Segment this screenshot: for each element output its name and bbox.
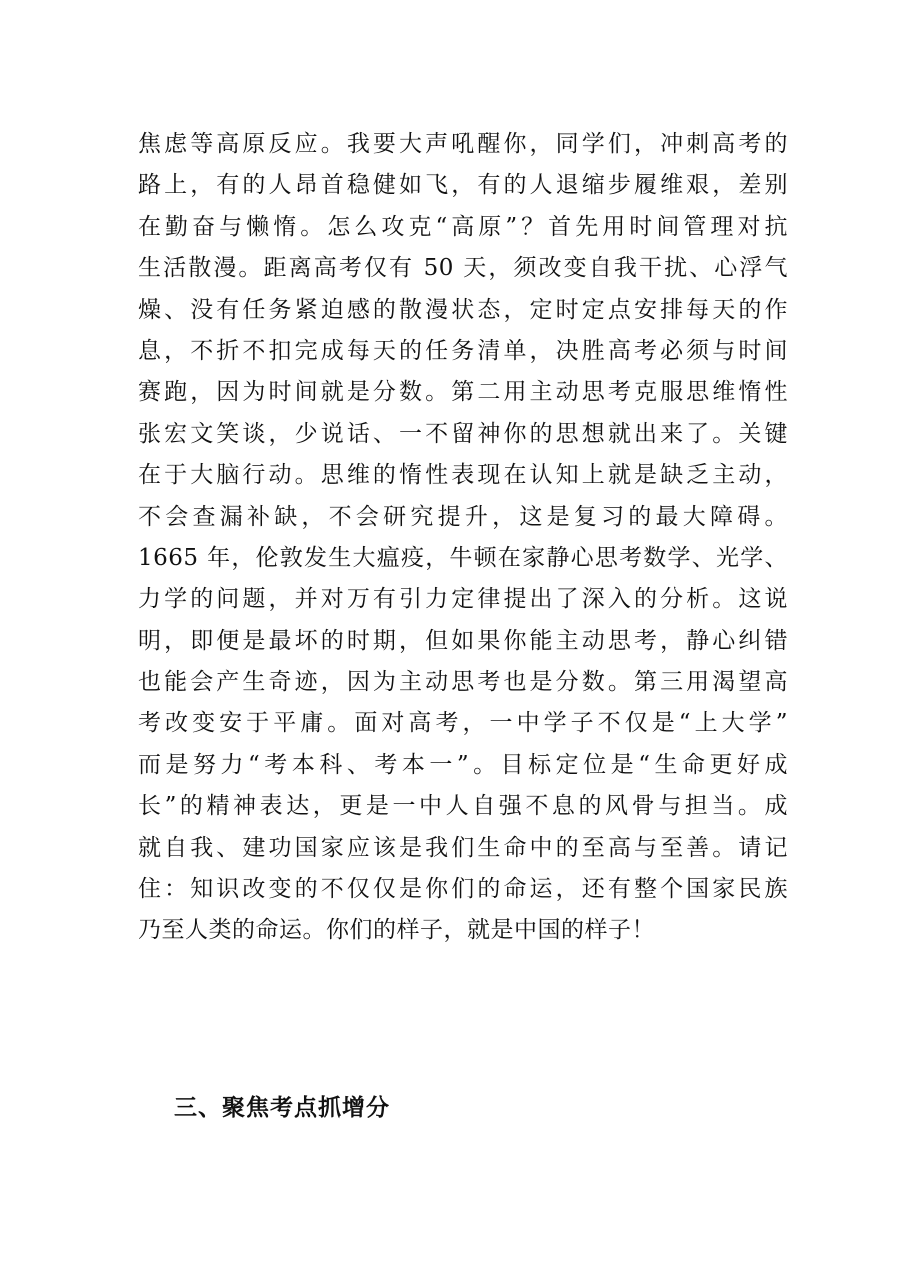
paragraph-line: 燥、没有任务紧迫感的散漫状态，定时定点安排每天的作 bbox=[138, 296, 788, 323]
paragraph-line: 在于大脑行动。思维的惰性表现在认知上就是缺乏主动， bbox=[138, 462, 788, 489]
paragraph-line: 赛跑，因为时间就是分数。第二用主动思考克服思维惰性 bbox=[138, 379, 788, 406]
paragraph-line: 也能会产生奇迹，因为主动思考也是分数。第三用渴望高 bbox=[138, 669, 788, 696]
paragraph-line: 1665 年，伦敦发生大瘟疫，牛顿在家静心思考数学、光学、 bbox=[138, 544, 788, 571]
paragraph-line: 不会查漏补缺，不会研究提升，这是复习的最大障碍。 bbox=[138, 503, 788, 530]
paragraph-line: 张宏文笑谈，少说话、一不留神你的思想就出来了。关键 bbox=[138, 420, 788, 447]
paragraph-line: 考改变安于平庸。面对高考，一中学子不仅是“上大学” bbox=[138, 710, 788, 737]
paragraph-line: 明，即便是最坏的时期，但如果你能主动思考，静心纠错 bbox=[138, 627, 788, 654]
paragraph-line: 就自我、建功国家应该是我们生命中的至高与至善。请记 bbox=[138, 834, 788, 861]
paragraph-line: 生活散漫。距离高考仅有 50 天，须改变自我干扰、心浮气 bbox=[138, 255, 788, 282]
paragraph-line: 乃至人类的命运。你们的样子，就是中国的样子！ bbox=[138, 917, 655, 944]
paragraph-line: 息，不折不扣完成每天的任务清单，决胜高考必须与时间 bbox=[138, 337, 788, 364]
body-paragraph bbox=[138, 124, 788, 952]
paragraph-line: 路上，有的人昂首稳健如飞，有的人退缩步履维艰，差别 bbox=[138, 172, 788, 199]
section-heading: 三、聚焦考点抓增分 bbox=[174, 1094, 390, 1121]
paragraph-line: 焦虑等高原反应。我要大声吼醒你，同学们，冲刺高考的 bbox=[138, 131, 788, 157]
paragraph-line: 在勤奋与懒惰。怎么攻克“高原”？首先用时间管理对抗 bbox=[138, 213, 788, 240]
paragraph-line: 力学的问题，并对万有引力定律提出了深入的分析。这说 bbox=[138, 586, 788, 613]
paragraph-line: 长”的精神表达，更是一中人自强不息的风骨与担当。成 bbox=[138, 793, 788, 820]
paragraph-line: 而是努力“考本科、考本一”。目标定位是“生命更好成 bbox=[138, 751, 788, 778]
paragraph-line: 住：知识改变的不仅仅是你们的命运，还有整个国家民族 bbox=[138, 876, 788, 903]
